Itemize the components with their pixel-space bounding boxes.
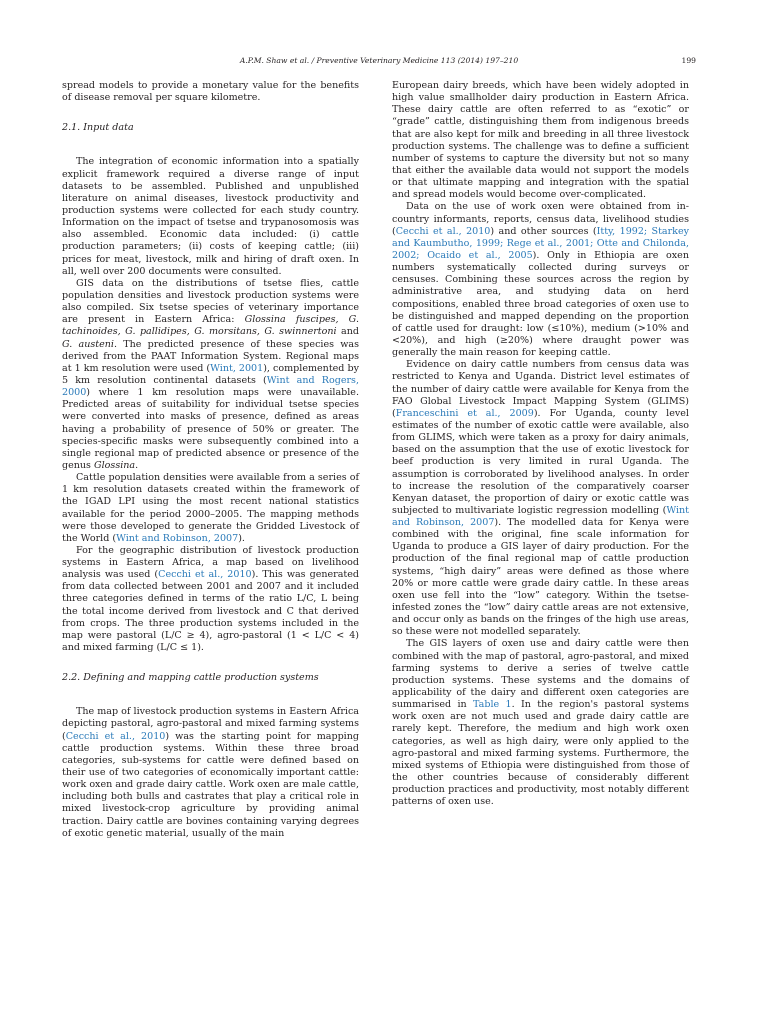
paragraph bbox=[392, 359, 689, 638]
citation-link[interactable]: Wint and Robinson, 2007 bbox=[116, 532, 239, 544]
citation-link[interactable]: Wint and Rogers, 2000 bbox=[62, 374, 359, 399]
text-run: ). The modelled data for Kenya were combined with the original, fine scale information for Uganda to produce a GIS layer of dairy production. For the production of the final regional map of cattle production systems, “high dairy” areas were defined as those where 20% or more cattle were grade dairy cattle. In these areas oxen use fell into the “low” category. Within the tsetse-infested zones the “low” dairy cattle areas are not extensive, and occur only as bands on the fringes of the high use areas, so these were not modelled separately. bbox=[392, 517, 689, 638]
paragraph bbox=[62, 545, 359, 654]
paragraph: The integration of economic information into a spatially explicit framework required a diverse range of input datasets to be assembled. Published and unpublished literature on animal diseases, livestock productivity and production systems were collected for each study country. Information on the impact of tsetse and trypanosomosis was also assembled. Economic data included: (i) cattle production parameters; (ii) costs of keeping cattle; (iii) prices for meat, livestock, milk and hiring of draft oxen. In all, well over 200 documents were consulted. bbox=[62, 156, 359, 277]
text-run: ). bbox=[238, 532, 245, 544]
text-run: For the geographic distribution of livestock production systems in Eastern Africa, a map based on livelihood analysis was used ( bbox=[62, 544, 359, 581]
text-run: The GIS layers of oxen use and dairy cattle were then combined with the map of pastoral, agro-pastoral, and mixed farming systems to derive a series of twelve cattle production systems. These systems and the domains of applicability of the dairy and different oxen categories are summarised in bbox=[392, 638, 689, 711]
paragraph: spread models to provide a monetary value for the benefits of disease removal per square kilometre. bbox=[62, 80, 359, 104]
page-number: 199 bbox=[681, 56, 696, 65]
text-run: . In the region's pastoral systems work oxen are not much used and grade dairy cattle are rarely kept. Therefore, the medium and high work oxen categories, as well as high dairy, were only applied to the agro-pastoral and mixed farming systems. Furthermore, the mixed systems of Ethiopia were distinguished from those of the other countries because of considerably different production practices and productivity, most notably different patterns of oxen use. bbox=[392, 699, 689, 808]
text-run: ), complemented by 5 km resolution continental datasets ( bbox=[62, 362, 359, 386]
paragraph bbox=[62, 472, 359, 545]
text-run: Data on the use of work oxen were obtained from in-country informants, reports, census data, livelihood studies ( bbox=[392, 201, 689, 237]
right-column bbox=[392, 80, 689, 808]
text-run: ) where 1 km resolution maps were unavailable. Predicted areas of suitability for individual tsetse species were converted into masks of presence, defined as areas having a probability of presence of 50% or greater. The species-specific masks were subsequently combined into a single regional map of predicted absence or presence of the genus bbox=[62, 387, 359, 471]
citation-link[interactable]: Wint, 2001 bbox=[210, 362, 264, 374]
section-heading-production-systems: 2.2. Defining and mapping cattle production systems bbox=[62, 672, 319, 684]
paragraph bbox=[62, 278, 359, 472]
text-run: . bbox=[135, 459, 139, 471]
citation-link[interactable]: Cecchi et al., 2010 bbox=[395, 225, 491, 237]
text-run: ) was the starting point for mapping cattle production systems. Within these three broad categories, sub-systems for cattle were defined based on their use of two categories of economically important cattle: work oxen and grade dairy cattle. Work oxen are male cattle, including both bulls and castrates that play a critical role in mixed livestock-crop agriculture by providing animal traction. Dairy cattle are bovines containing varying degrees of exotic genetic material, usually of the main bbox=[62, 730, 359, 839]
text-run: ) and other sources ( bbox=[490, 225, 597, 237]
left-column bbox=[62, 80, 359, 840]
paragraph bbox=[392, 638, 689, 808]
running-title: A.P.M. Shaw et al. / Preventive Veterinary Medicine 113 (2014) 197–210 bbox=[239, 56, 519, 65]
citation-link[interactable]: Cecchi et al., 2010 bbox=[158, 569, 252, 581]
citation-link[interactable]: Franceschini et al., 2009 bbox=[395, 407, 534, 419]
species-name: G. austeni. bbox=[62, 338, 118, 350]
text-run: The map of livestock production systems in Eastern Africa depicting pastoral, agro-pastoral and mixed farming systems ( bbox=[62, 706, 359, 742]
citation-link[interactable]: Cecchi et al., 2010 bbox=[65, 730, 166, 742]
text-run: GIS data on the distributions of tsetse flies, cattle population densities and livestock production systems were also compiled. Six tsetse species of veterinary importance are present in Eastern Africa: bbox=[62, 277, 359, 326]
citation-link[interactable]: Wint and Robinson, 2007 bbox=[392, 504, 689, 529]
text-run: The predicted presence of these species was derived from the PAAT Information System. Regional maps at 1 km resolution were used ( bbox=[62, 338, 360, 374]
paragraph: European dairy breeds, which have been widely adopted in high value smallholder dairy production in Eastern Africa. These dairy cattle are often referred to as “exotic” or “grade” cattle, distinguishing them from indigenous breeds that are also kept for milk and breeding in all three livestock production systems. The challenge was to define a sufficient number of systems to capture the diversity but not so many that either the available data would not support the models or that ultimate mapping and integration with the spatial and spread models would become over-complicated. bbox=[392, 80, 689, 201]
text-run: ). This was generated from data collected between 2001 and 2007 and it included three categories defined in terms of the ratio L/C, L being the total income derived from livestock and C that derived from crops. The three production systems included in the map were pastoral (L/C ≥ 4), agro-pastoral (1 < L/C < 4) and mixed farming (L/C ≤ 1). bbox=[62, 569, 359, 654]
species-names: Glossina fuscipes, G. tachinoides, G. pallidipes, G. morsitans, G. swinnertoni bbox=[62, 314, 360, 338]
paragraph bbox=[392, 201, 689, 359]
text-run: and bbox=[336, 326, 359, 338]
text-run: Evidence on dairy cattle numbers from census data was restricted to Kenya and Uganda. District level estimates of the number of dairy cattle were available for Kenya from the FAO Global Livestock Impact Mapping System (GLIMS) ( bbox=[392, 359, 689, 419]
genus-name: Glossina bbox=[94, 459, 136, 471]
paragraph bbox=[62, 706, 359, 840]
running-header bbox=[62, 56, 696, 68]
text-run: Cattle population densities were available from a series of 1 km resolution datasets created within the framework of the IGAD LPI using the most recent national statistics available for the period 2000–2005. The mapping methods were those developed to generate the Gridded Livestock of the World ( bbox=[62, 472, 359, 544]
citation-link[interactable]: Itty, 1992; Starkey and Kaumbutho, 1999; Rege et al., 2001; Otte and Chilonda, 2002; Ocaido et al., 2005 bbox=[392, 225, 689, 261]
section-heading-input-data: 2.1. Input data bbox=[62, 122, 134, 134]
text-run: ). Only in Ethiopia are oxen numbers systematically collected during surveys or censuses. Combining these sources across the region by administrative area, and studying data on herd compositions, enabled three broad categories of oxen use to be distinguished and mapped depending on the proportion of cattle used for draught: low (≤10%), medium (>10% and <20%), and high (≥20%) where draught power was generally the main reason for keeping cattle. bbox=[392, 249, 689, 359]
table-reference-link[interactable]: Table 1 bbox=[473, 699, 512, 711]
text-run: ). For Uganda, county level estimates of the number of exotic cattle were available, also from GLIMS, which were taken as a proxy for dairy animals, based on the assumption that the use of exotic livestock for beef production is very limited in rural Uganda. The assumption is corroborated by livelihood analyses. In order to increase the resolution of the comparatively coarser Kenyan dataset, the proportion of dairy or exotic cattle was subjected to multivariate logistic regression modelling ( bbox=[392, 407, 689, 516]
